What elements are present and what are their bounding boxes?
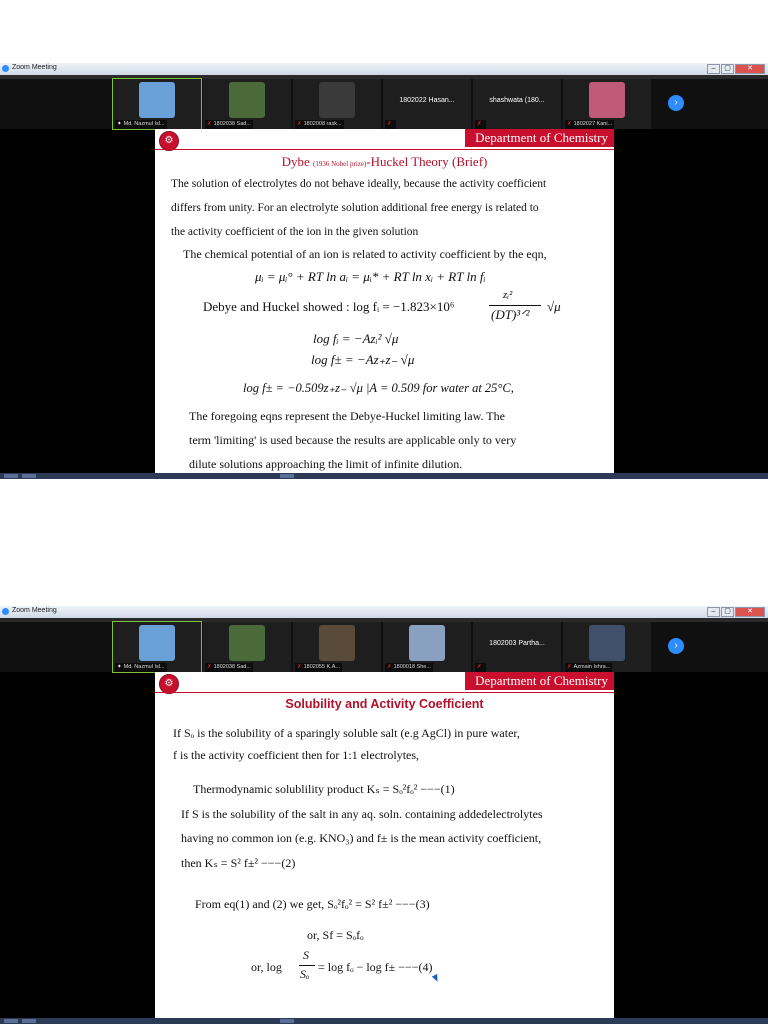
participant-strip: [0, 79, 768, 129]
university-logo-icon: ⚙: [159, 674, 179, 694]
participant-label: ✗ 1802038 Sad...: [207, 664, 251, 670]
next-page-button[interactable]: ›: [668, 638, 684, 654]
slide-title: Solubility and Activity Coefficient: [285, 697, 484, 711]
mic-muted-icon: ✗: [567, 664, 572, 670]
video-feed: [319, 82, 355, 118]
participant-tile[interactable]: [113, 79, 201, 129]
taskbar-item[interactable]: [4, 1019, 18, 1023]
equation-log-fpm: log f± = −Az₊z₋ √μ: [311, 352, 415, 367]
participant-tile[interactable]: [203, 79, 291, 129]
taskbar-item[interactable]: [280, 1019, 294, 1023]
video-feed: [319, 625, 355, 661]
video-feed: [139, 625, 175, 661]
participant-tile[interactable]: [563, 79, 651, 129]
mouse-cursor-icon: [432, 974, 440, 983]
mic-muted-icon: ✗: [387, 121, 392, 127]
participant-label: ✗ Azmain Ishra...: [567, 664, 611, 670]
mic-muted-icon: ✗: [297, 121, 302, 127]
participant-tile[interactable]: [383, 79, 471, 129]
zoom-icon: [2, 65, 9, 72]
mic-muted-icon: ✗: [387, 664, 392, 670]
mic-muted-icon: ✗: [477, 664, 482, 670]
zoom-window-1: [0, 63, 768, 479]
equation-solubility-product-1: Thermodynamic solublility product Kₛ = Sₒ²fₒ² −−−(1): [193, 782, 455, 796]
text-line: having no common ion (e.g. KNO₃) and f± is the mean activity coefficient,: [181, 831, 542, 845]
text-line: f is the activity coefficient then for 1:1 electrolytes,: [173, 748, 420, 762]
close-button[interactable]: ✕: [735, 607, 765, 617]
taskbar-item[interactable]: [22, 474, 36, 478]
equation-chemical-potential: μᵢ = μᵢ° + RT ln aᵢ = μᵢ* + RT ln xᵢ + RT ln fᵢ: [255, 269, 486, 284]
participant-label: ✗ 1802027 Kani...: [567, 121, 613, 127]
text-line: The chemical potential of an ion is related to activity coefficient by the eqn,: [183, 247, 547, 261]
shared-slide: ⚙ Department of Chemistry Solubility and Activity Coefficient If Sₒ is the solubility of a sparingly soluble salt (e.g AgCl) in pure water, f is the activity coefficient then for 1:1 electrolytes, Thermodynamic solublility product Kₛ = Sₒ²fₒ² −−−(1) If S is the solubility of the salt in any aq. soln. containing addedelectrolytes having no common ion (e.g. KNO₃) and f± is the mean activity coefficient, then Kₛ = S² f±² −−−(2) From eq(1) and (2) we get, Sₒ²fₒ² = S² f±² −−−(3) or, Sf = Sₒfₒ or, log S Sₒ = log fₒ − log f± −−−(4): [155, 672, 614, 1018]
participant-label: [385, 120, 396, 129]
title-note: (1936 Nobel prize): [313, 160, 367, 168]
maximize-button[interactable]: ▢: [721, 64, 734, 74]
equation-limiting: log f± = −0.509z₊z₋ √μ |A = 0.509 for water at 25°C,: [243, 381, 514, 395]
shared-slide: ⚙ Department of Chemistry Dybe (1936 Nobel prize)-Huckel Theory (Brief) The solution of electrolytes do not behave ideally, because the activity coefficient differs from unity. For an electrolyte solution additional free energy is related to the activity coefficient of the ion in the given solution The chemical potential of an ion is related to activity coefficient by the eqn, μᵢ = μᵢ° + RT ln aᵢ = μᵢ* + RT ln xᵢ + RT ln fᵢ Debye and Huckel showed : log fᵢ = −1.823×10⁶ zᵢ² (DT)³ᐟ² √μ log fᵢ = −Azᵢ² √μ log f± = −Az₊z₋ √μ log f± = −0.509z₊z₋ √μ |A = 0.509 for water at 25°C, The foregoing eqns represent the Debye-Huckel limiting law. The term 'limiting' is used because the results are applicable only to very dilute solutions approaching the limit of infinite dilution.: [155, 129, 614, 473]
equation-solubility-product-2: then Kₛ = S² f±² −−−(2): [181, 856, 296, 870]
participant-tile[interactable]: [203, 622, 291, 672]
mic-muted-icon: ✗: [567, 121, 572, 127]
video-feed: [589, 82, 625, 118]
zoom-window-2: [0, 606, 768, 1024]
participant-tile[interactable]: [293, 622, 381, 672]
taskbar: [0, 473, 768, 479]
taskbar-item[interactable]: [280, 474, 294, 478]
text-line: differs from unity. For an electrolyte solution additional free energy is related to: [171, 202, 539, 214]
participant-label: ✦ Md. Nazmul Isl...: [117, 121, 165, 127]
header-divider: [155, 149, 614, 150]
university-logo-icon: ⚙: [159, 131, 179, 151]
close-button[interactable]: ✕: [735, 64, 765, 74]
participant-label: [475, 663, 486, 672]
text-line: If Sₒ is the solubility of a sparingly soluble salt (e.g AgCl) in pure water,: [173, 726, 520, 740]
taskbar: [0, 1018, 768, 1024]
window-title: Zoom Meeting: [12, 607, 57, 614]
department-banner: Department of Chemistry: [465, 672, 614, 690]
next-page-button[interactable]: ›: [668, 95, 684, 111]
video-feed: [409, 625, 445, 661]
participant-label: ✗ 1802055 K.A...: [297, 664, 340, 670]
video-feed: [229, 82, 265, 118]
text-line: the activity coefficient of the ion in the given solution: [171, 226, 419, 238]
maximize-button[interactable]: ▢: [721, 607, 734, 617]
participant-label: ✗ 1800018 She...: [387, 664, 431, 670]
mic-muted-icon: ✗: [477, 121, 482, 127]
mic-muted-icon: ✗: [207, 664, 212, 670]
slide-title: Dybe (1936 Nobel prize)-Huckel Theory (Brief): [281, 154, 488, 169]
pin-icon: ✦: [117, 121, 122, 127]
participant-label: ✦ Md. Nazmul Isl...: [117, 664, 165, 670]
pin-icon: ✦: [117, 664, 122, 670]
participant-name: 1802022 Hasan...: [399, 97, 455, 104]
header-divider: [155, 692, 614, 693]
participant-tile[interactable]: [473, 622, 561, 672]
participant-name: shashwata (180...: [489, 97, 545, 104]
text-line: If S is the solubility of the salt in any aq. soln. containing addedelectrolytes: [181, 807, 543, 821]
participant-label: ✗ 1802038 Sad...: [207, 121, 251, 127]
text-line: term 'limiting' is used because the results are applicable only to very: [189, 433, 517, 447]
participant-tile[interactable]: [383, 622, 471, 672]
zoom-icon: [2, 608, 9, 615]
participant-name: 1802003 Partha...: [489, 640, 545, 647]
window-title: Zoom Meeting: [12, 64, 57, 71]
taskbar-item[interactable]: [4, 474, 18, 478]
text-line: The solution of electrolytes do not behave ideally, because the activity coefficient: [171, 178, 547, 190]
participant-tile[interactable]: [473, 79, 561, 129]
minimize-button[interactable]: –: [707, 607, 720, 617]
participant-tile[interactable]: [563, 622, 651, 672]
participant-label: ✗ 1802008 rask...: [297, 121, 342, 127]
mic-muted-icon: ✗: [207, 121, 212, 127]
participant-tile[interactable]: [293, 79, 381, 129]
video-feed: [229, 625, 265, 661]
equation-sf: or, Sf = Sₒfₒ: [307, 928, 364, 942]
text-line: The foregoing eqns represent the Debye-Huckel limiting law. The: [189, 409, 505, 423]
video-feed: [589, 625, 625, 661]
taskbar-item[interactable]: [22, 1019, 36, 1023]
participant-tile[interactable]: [113, 622, 201, 672]
minimize-button[interactable]: –: [707, 64, 720, 74]
text-line: dilute solutions approaching the limit of infinite dilution.: [189, 457, 463, 471]
equation-3: From eq(1) and (2) we get, Sₒ²fₒ² = S² f±² −−−(3): [195, 897, 430, 911]
department-banner: Department of Chemistry: [465, 129, 614, 147]
participant-strip: [0, 622, 768, 672]
equation-log-fi: log fᵢ = −Azᵢ² √μ: [313, 331, 399, 346]
participant-label: [475, 120, 486, 129]
video-feed: [139, 82, 175, 118]
mic-muted-icon: ✗: [297, 664, 302, 670]
